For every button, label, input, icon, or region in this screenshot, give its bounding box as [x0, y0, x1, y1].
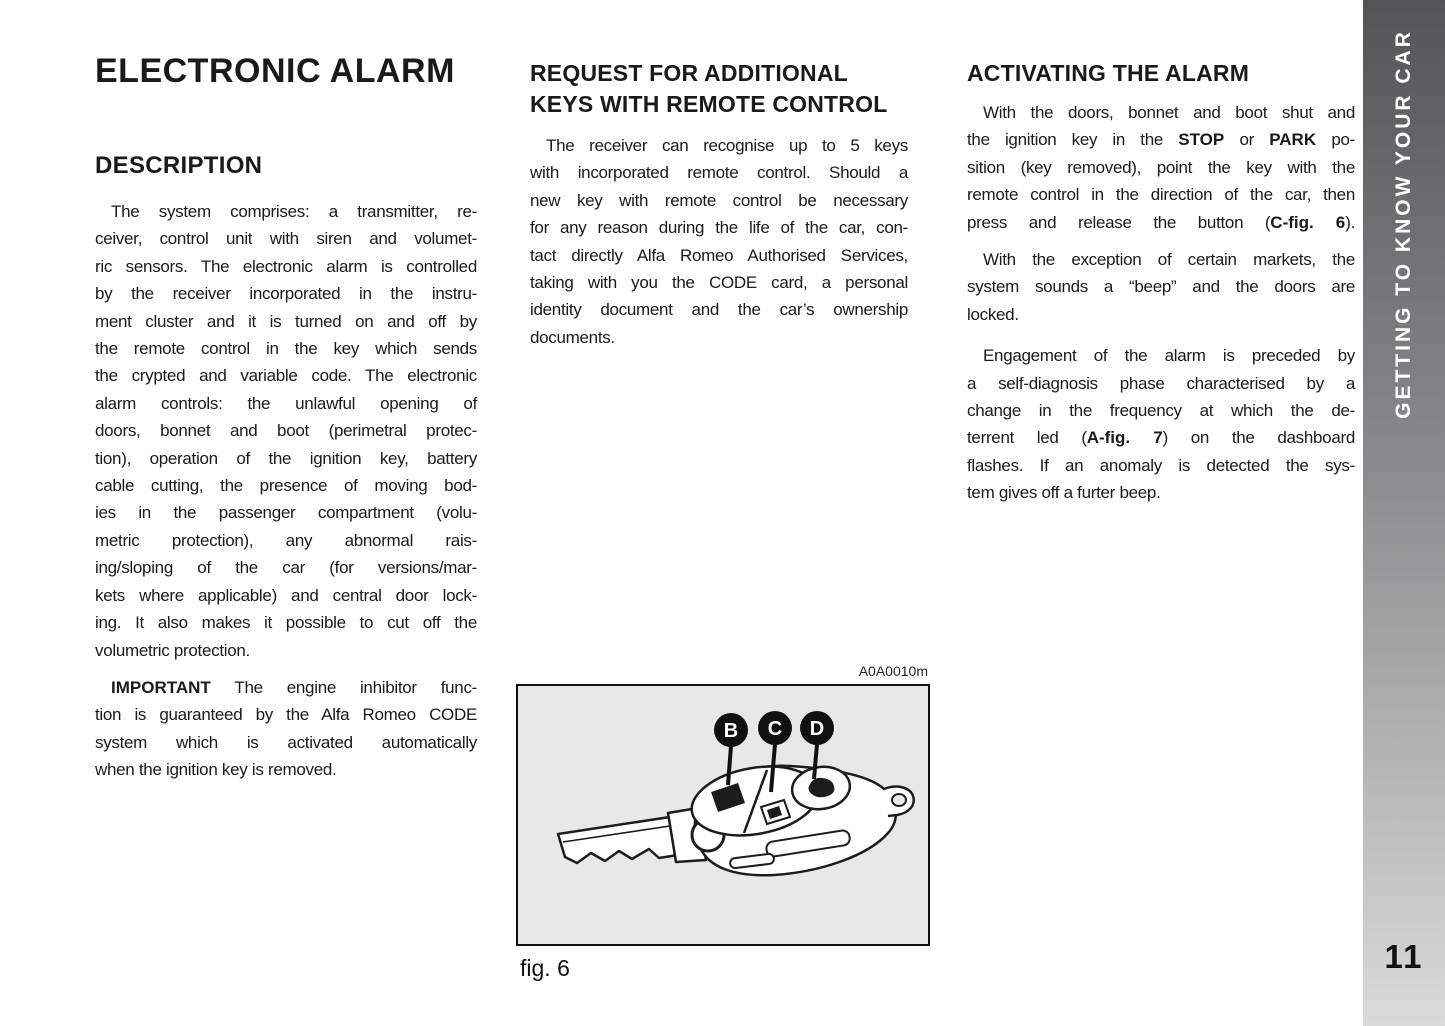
paragraph-important: IMPORTANT The engine inhibitor func- tion is guaranteed by the Alfa Romeo CODE system which is activated automatically when the ignition key is removed.: [95, 677, 477, 780]
figure-reference-code: A0A0010m: [858, 663, 928, 679]
left-column: [95, 52, 477, 784]
page-title: ELECTRONIC ALARM: [95, 52, 455, 90]
activating-alarm-heading: ACTIVATING THE ALARM: [967, 60, 1250, 86]
paragraph-additional-keys: The receiver can recognise up to 5 keys with incorporated remote control. Should a new key with remote control be necessary for any reason during the life of the car, con- tact directly Alfa Romeo Authorised Services, taking with you the CODE card, a personal identity document and the car’s ownership documents.: [530, 136, 908, 347]
middle-column: [530, 58, 908, 351]
description-heading: DESCRIPTION: [95, 152, 263, 179]
paragraph-self-diagnosis: Engagement of the alarm is preceded by a self-diagnosis phase characterised by a change in the frequency at which the de- terrent led (A-fig. 7) on the dashboard flashes. If an anomaly is detected the sys- tem gives off a furter beep.: [967, 346, 1355, 503]
callout-c-label: C: [767, 718, 783, 740]
paragraph-beep: With the exception of certain markets, the system sounds a “beep” and the doors are locked.: [967, 250, 1355, 324]
key-blade: [558, 808, 706, 863]
paragraph-activation: With the doors, bonnet and boot shut and the ignition key in the STOP or PARK po- sition (key removed), point the key with the remote control in the direction of the car, then press and release the button (C-fig. 6).: [967, 103, 1355, 232]
figure-frame: [516, 684, 930, 946]
additional-keys-heading: [530, 58, 908, 120]
key-fob-illustration: [518, 686, 928, 944]
right-column: [967, 58, 1355, 507]
additional-keys-heading-line2: KEYS WITH REMOTE CONTROL: [530, 91, 888, 117]
figure-caption: fig. 6: [520, 955, 570, 981]
figure-6: [516, 662, 930, 982]
sidebar-section-label: GETTING TO KNOW YOUR CAR: [1392, 29, 1415, 419]
callout-b-label: B: [723, 720, 739, 742]
paragraph-system-description: The system comprises: a transmitter, re- ceiver, control unit with siren and volumet- ric sensors. The electronic alarm is controlled by the receiver incorporated in the instru- ment cluster and it is turned on and off by the remote control in the key which sends the crypted and variable code. The electronic alarm controls: the unlawful opening of doors, bonnet and boot (perimetral protec- tion), operation of the ignition key, battery cable cutting, the presence of moving bod- ies in the passenger compartment (volu- metric protection), any abnormal rais- ing/sloping of the car (for versions/mar- kets where applicable) and central door lock- ing. It also makes it possible to cut off the volumetric protection.: [95, 202, 477, 660]
additional-keys-heading-line1: REQUEST FOR ADDITIONAL: [530, 60, 848, 86]
callout-d-label: D: [809, 718, 825, 740]
page-number: 11: [1384, 938, 1424, 975]
section-sidebar: [1363, 0, 1445, 1026]
